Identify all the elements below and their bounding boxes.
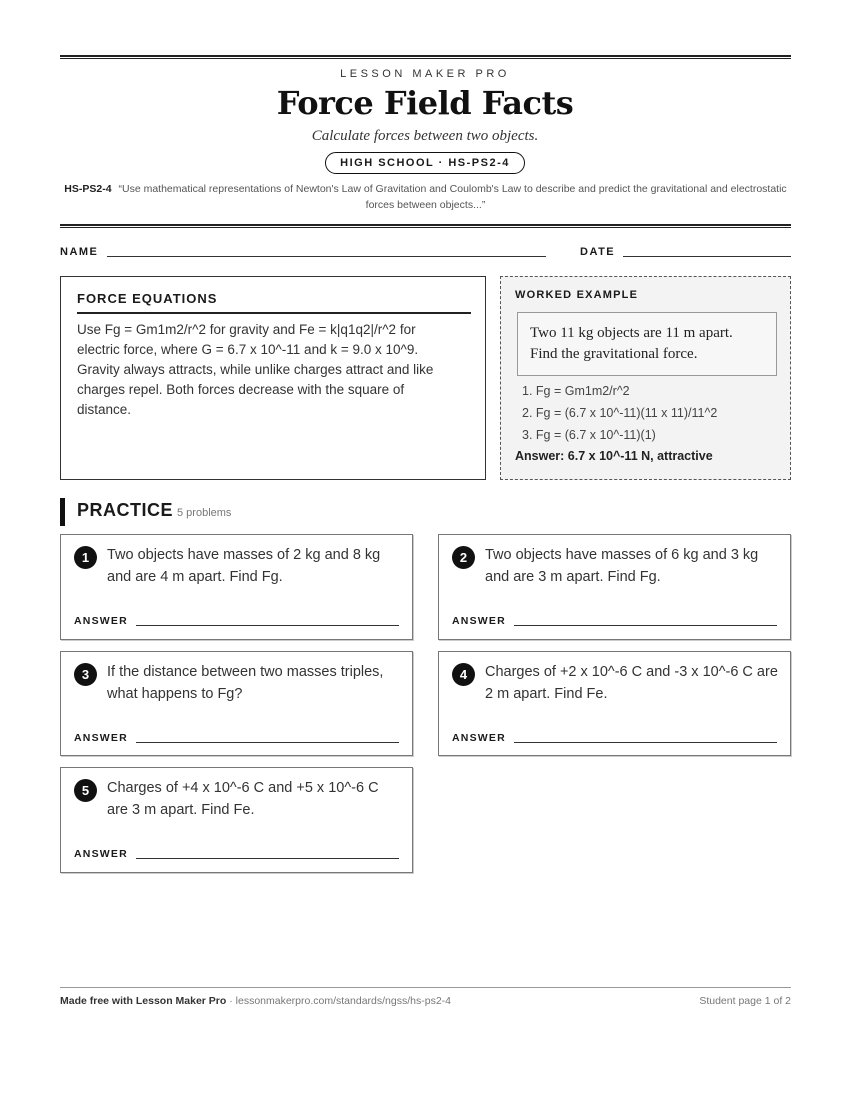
problem-number: 5 <box>74 779 97 802</box>
footer-credit <box>60 995 451 1007</box>
force-equations-body: Use Fg = Gm1m2/r^2 for gravity and Fe = k|q1q2|/r^2 for electric force, where G = 6.7 x 10^-11 and k = 9.0 x 10^9. Gravity always attracts, while unlike charges attract and like charges repel. Both forces decrease with the square of distance. <box>77 322 434 417</box>
answer-field[interactable] <box>514 742 777 743</box>
answer-label: ANSWER <box>74 732 128 744</box>
worked-example-answer: Answer: 6.7 x 10^-11 N, attractive <box>515 449 713 463</box>
worked-example-step: 1. Fg = Gm1m2/r^2 <box>522 384 630 398</box>
problem-text: If the distance between two masses triples, what happens to Fg? <box>107 664 384 702</box>
brand-name: LESSON MAKER PRO <box>340 68 510 80</box>
standard-text: “Use mathematical representations of Newton's Law of Gravitation and Coulomb's Law to describe and predict the gravitational and electrostatic forces between objects...” <box>118 183 787 211</box>
footer-page-number: Student page 1 of 2 <box>699 995 791 1007</box>
problem-card <box>438 651 791 756</box>
answer-label: ANSWER <box>74 615 128 627</box>
problem-text: Charges of +4 x 10^-6 C and +5 x 10^-6 C are 3 m apart. Find Fe. <box>107 780 379 818</box>
problem-card <box>60 651 413 756</box>
answer-field[interactable] <box>136 858 399 859</box>
standard-statement <box>60 181 791 213</box>
problem-number: 1 <box>74 546 97 569</box>
practice-accent-bar <box>60 498 65 526</box>
problem-text: Two objects have masses of 6 kg and 3 kg and are 3 m apart. Find Fg. <box>485 547 759 585</box>
footer-rule <box>60 987 791 988</box>
worked-example-steps <box>522 380 717 446</box>
problem-card <box>60 767 413 873</box>
worked-example-problem: Two 11 kg objects are 11 m apart. Find the gravitational force. <box>517 312 777 376</box>
level-badge: HIGH SCHOOL · HS-PS2-4 <box>325 152 525 174</box>
practice-count: 5 problems <box>177 507 232 519</box>
footer-url: · lessonmakerpro.com/standards/ngss/hs-ps2-4 <box>226 995 451 1007</box>
problem-card <box>60 534 413 640</box>
worked-example-step: 3. Fg = (6.7 x 10^-11)(1) <box>522 428 656 442</box>
name-field[interactable] <box>107 256 546 257</box>
problem-card <box>438 534 791 640</box>
worked-example-step: 2. Fg = (6.7 x 10^-11)(11 x 11)/11^2 <box>522 406 718 420</box>
answer-field[interactable] <box>514 625 777 626</box>
force-equations-heading: FORCE EQUATIONS <box>77 291 471 314</box>
practice-heading: PRACTICE <box>77 500 174 520</box>
answer-field[interactable] <box>136 742 399 743</box>
problem-number: 4 <box>452 663 475 686</box>
problem-number: 2 <box>452 546 475 569</box>
problem-text: Two objects have masses of 2 kg and 8 kg and are 4 m apart. Find Fg. <box>107 547 381 585</box>
footer-made-with: Made free with Lesson Maker Pro <box>60 995 227 1007</box>
page-title: Force Field Facts <box>276 84 574 122</box>
answer-label: ANSWER <box>74 848 128 860</box>
standard-code: HS-PS2-4 <box>64 183 112 195</box>
answer-label: ANSWER <box>452 732 506 744</box>
force-equations-box <box>60 276 486 480</box>
problem-number: 3 <box>74 663 97 686</box>
date-label: DATE <box>580 246 616 258</box>
header-bottom-rule <box>60 224 791 228</box>
worked-example-heading: WORKED EXAMPLE <box>515 289 639 301</box>
page-subtitle: Calculate forces between two objects. <box>311 128 539 144</box>
name-label: NAME <box>60 246 99 258</box>
problem-text: Charges of +2 x 10^-6 C and -3 x 10^-6 C are 2 m apart. Find Fe. <box>485 664 778 702</box>
answer-field[interactable] <box>136 625 399 626</box>
top-rule <box>60 55 791 59</box>
answer-label: ANSWER <box>452 615 506 627</box>
date-field[interactable] <box>623 256 791 257</box>
worked-example-box <box>500 276 791 480</box>
